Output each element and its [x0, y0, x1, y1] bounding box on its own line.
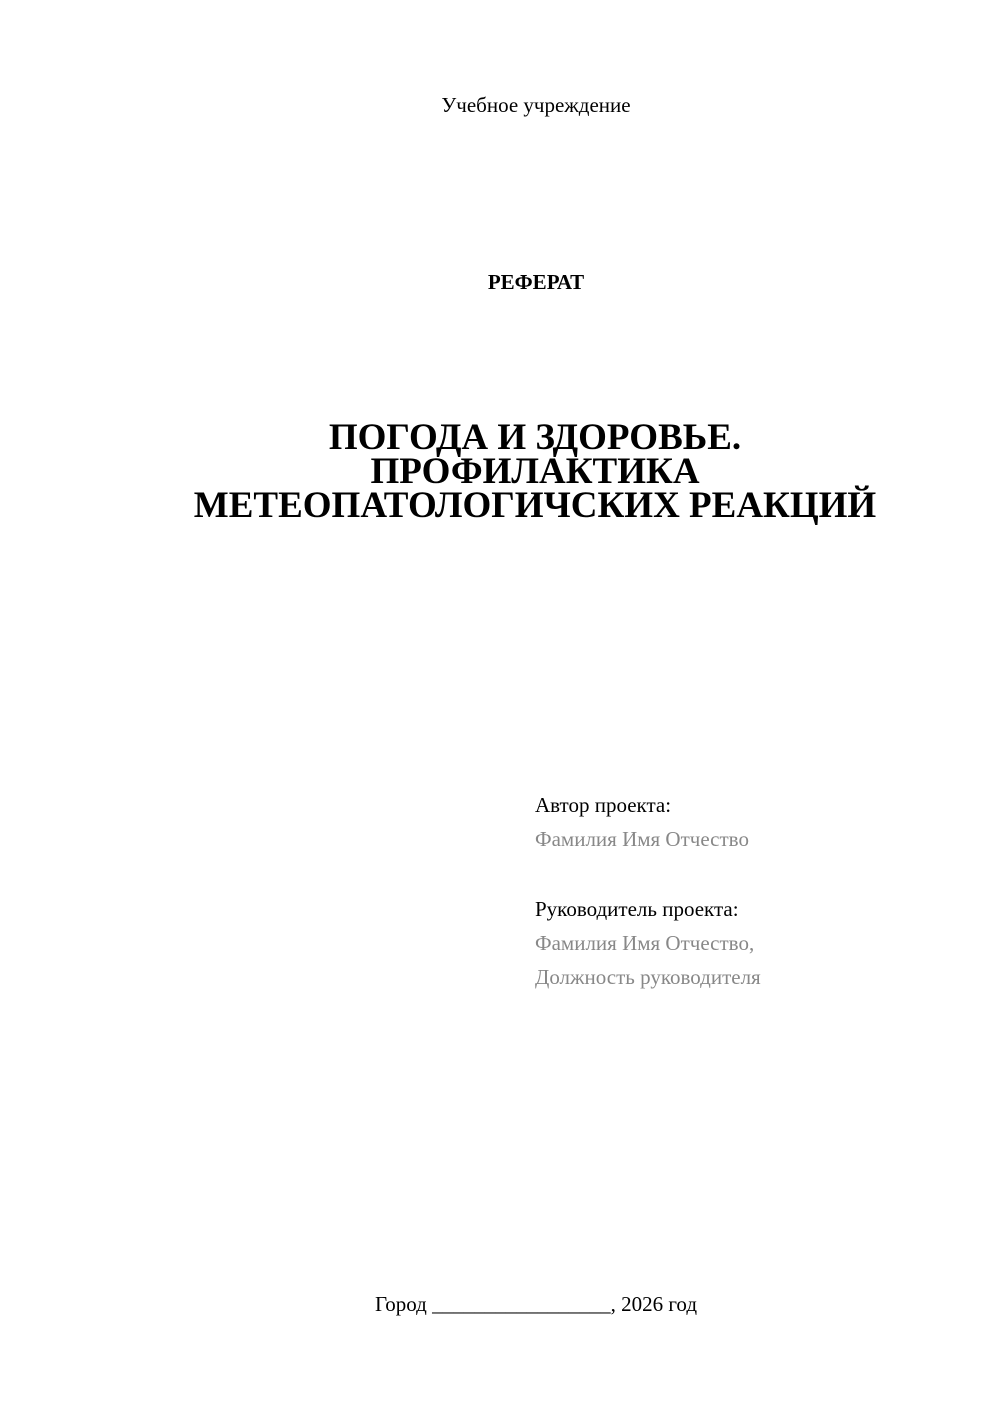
spacer [535, 856, 975, 892]
title-line-1: ПОГОДА И ЗДОРОВЬЕ. [328, 417, 742, 458]
supervisor-label: Руководитель проекта: [535, 897, 739, 921]
document-type: РЕФЕРАТ [487, 270, 585, 294]
city-year-line: Город _________________, 2026 год [374, 1292, 698, 1316]
project-info [535, 788, 975, 994]
document-title [100, 417, 970, 526]
supervisor-position: Должность руководителя [535, 965, 761, 989]
institution-name: Учебное учреждение [441, 93, 631, 117]
supervisor-name: Фамилия Имя Отчество, [535, 931, 755, 955]
author-label: Автор проекта: [535, 793, 672, 817]
author-name: Фамилия Имя Отчество [535, 827, 749, 851]
title-line-2: ПРОФИЛАКТИКА [370, 451, 700, 492]
title-line-3: МЕТЕОПАТОЛОГИЧСКИХ РЕАКЦИЙ [193, 485, 877, 526]
